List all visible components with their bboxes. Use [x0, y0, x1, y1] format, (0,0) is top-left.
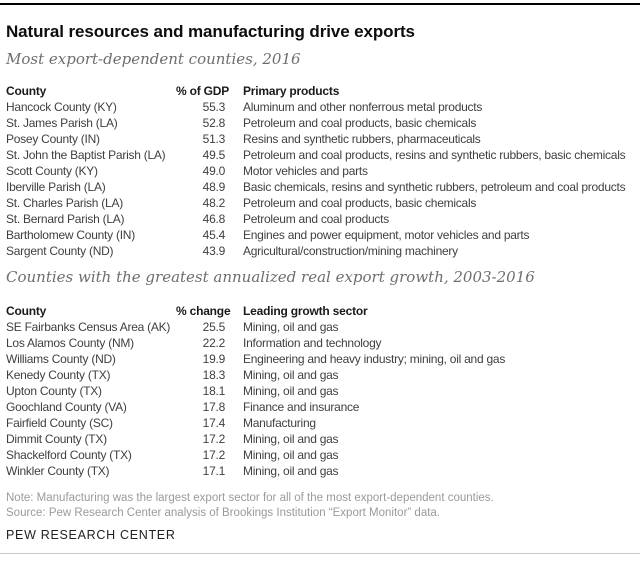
- table-row: [6, 131, 638, 147]
- county-cell: Bartholomew County (IN): [6, 228, 135, 242]
- county-cell: Dimmit County (TX): [6, 432, 107, 446]
- county-cell: Iberville Parish (LA): [6, 180, 106, 194]
- sector-cell: Finance and insurance: [243, 400, 360, 414]
- column-header-primary-products: Primary products: [243, 84, 340, 98]
- table-2-body: [6, 319, 638, 479]
- county-cell: St. Bernard Parish (LA): [6, 212, 125, 226]
- table-row: [6, 195, 638, 211]
- value-cell: 46.8: [202, 212, 225, 226]
- sector-cell: Mining, oil and gas: [243, 464, 339, 478]
- sector-cell: Mining, oil and gas: [243, 384, 339, 398]
- county-cell: Shackelford County (TX): [6, 448, 132, 462]
- county-cell: Fairfield County (SC): [6, 416, 113, 430]
- value-cell: 22.2: [202, 336, 225, 350]
- county-cell: Kenedy County (TX): [6, 368, 111, 382]
- county-cell: Williams County (ND): [6, 352, 116, 366]
- report-figure: [0, 21, 640, 543]
- county-cell: Scott County (KY): [6, 164, 98, 178]
- county-cell: SE Fairbanks Census Area (AK): [6, 320, 171, 334]
- column-header-county: County: [6, 84, 47, 98]
- table-row: [6, 319, 638, 335]
- table-row: [6, 179, 638, 195]
- sector-cell: Mining, oil and gas: [243, 432, 339, 446]
- table-row: [6, 447, 638, 463]
- table-row: [6, 163, 638, 179]
- column-header-county: County: [6, 304, 47, 318]
- sector-cell: Resins and synthetic rubbers, pharmaceuticals: [243, 132, 481, 146]
- table-row: [6, 463, 638, 479]
- value-cell: 17.8: [202, 400, 225, 414]
- table-1-subtitle: Most export-dependent counties, 2016: [6, 50, 301, 68]
- top-divider: [0, 3, 640, 5]
- value-cell: 17.4: [202, 416, 225, 430]
- county-cell: Sargent County (ND): [6, 244, 114, 258]
- value-cell: 17.1: [202, 464, 225, 478]
- value-cell: 48.9: [202, 180, 225, 194]
- bottom-divider: [0, 553, 640, 554]
- county-cell: St. James Parish (LA): [6, 116, 118, 130]
- value-cell: 19.9: [202, 352, 225, 366]
- value-cell: 17.2: [202, 448, 225, 462]
- table-row: [6, 115, 638, 131]
- value-cell: 51.3: [202, 132, 225, 146]
- value-cell: 45.4: [202, 228, 225, 242]
- table-1-body: [6, 99, 638, 259]
- table-2-subtitle: Counties with the greatest annualized real export growth, 2003-2016: [6, 268, 535, 286]
- column-header-growth-sector: Leading growth sector: [243, 304, 368, 318]
- table-row: [6, 227, 638, 243]
- sector-cell: Aluminum and other nonferrous metal products: [243, 100, 483, 114]
- table-2-header-row: [6, 303, 638, 319]
- sector-cell: Motor vehicles and parts: [243, 164, 368, 178]
- sector-cell: Engines and power equipment, motor vehicles and parts: [243, 228, 530, 242]
- value-cell: 17.2: [202, 432, 225, 446]
- table-row: [6, 415, 638, 431]
- pew-research-center-branding: PEW RESEARCH CENTER: [6, 528, 176, 542]
- table-row: [6, 335, 638, 351]
- sector-cell: Petroleum and coal products, basic chemicals: [243, 196, 477, 210]
- sector-cell: Mining, oil and gas: [243, 448, 339, 462]
- value-cell: 49.5: [202, 148, 225, 162]
- county-cell: Winkler County (TX): [6, 464, 110, 478]
- value-cell: 48.2: [202, 196, 225, 210]
- column-header-pct-change: % change: [176, 304, 231, 318]
- table-1-header-row: [6, 83, 638, 99]
- column-header-pct-gdp: % of GDP: [176, 84, 230, 98]
- export-dependent-table: [6, 83, 638, 259]
- source-text: Source: Pew Research Center analysis of Brookings Institution “Export Monitor” data.: [6, 507, 441, 519]
- table-row: [6, 243, 638, 259]
- county-cell: St. Charles Parish (LA): [6, 196, 123, 210]
- table-row: [6, 351, 638, 367]
- table-row: [6, 399, 638, 415]
- value-cell: 52.8: [202, 116, 225, 130]
- sector-cell: Mining, oil and gas: [243, 320, 339, 334]
- table-row: [6, 147, 638, 163]
- export-dependent-section: [6, 52, 638, 259]
- sector-cell: Agricultural/construction/mining machinery: [243, 244, 458, 258]
- note-text: Note: Manufacturing was the largest export sector for all of the most export-dependent counties.: [6, 492, 494, 504]
- table-row: [6, 383, 638, 399]
- table-row: [6, 431, 638, 447]
- table-row: [6, 211, 638, 227]
- sector-cell: Manufacturing: [243, 416, 316, 430]
- value-cell: 49.0: [202, 164, 225, 178]
- value-cell: 43.9: [202, 244, 225, 258]
- value-cell: 55.3: [202, 100, 225, 114]
- sector-cell: Engineering and heavy industry; mining, oil and gas: [243, 352, 506, 366]
- sector-cell: Petroleum and coal products, basic chemicals: [243, 116, 477, 130]
- sector-cell: Petroleum and coal products: [243, 212, 390, 226]
- value-cell: 18.1: [202, 384, 225, 398]
- sector-cell: Petroleum and coal products, resins and synthetic rubbers, basic chemicals: [243, 148, 626, 162]
- county-cell: Hancock County (KY): [6, 100, 117, 114]
- table-row: [6, 367, 638, 383]
- export-growth-table: [6, 303, 638, 479]
- sector-cell: Basic chemicals, resins and synthetic rubbers, petroleum and coal products: [243, 180, 626, 194]
- sector-cell: Mining, oil and gas: [243, 368, 339, 382]
- county-cell: Posey County (IN): [6, 132, 100, 146]
- county-cell: Upton County (TX): [6, 384, 102, 398]
- county-cell: Goochland County (VA): [6, 400, 127, 414]
- footnote-block: [6, 491, 638, 521]
- value-cell: 18.3: [202, 368, 225, 382]
- page-title: Natural resources and manufacturing drive exports: [6, 22, 415, 41]
- sector-cell: Information and technology: [243, 336, 382, 350]
- table-row: [6, 99, 638, 115]
- county-cell: Los Alamos County (NM): [6, 336, 134, 350]
- export-growth-section: [6, 270, 638, 479]
- value-cell: 25.5: [202, 320, 225, 334]
- county-cell: St. John the Baptist Parish (LA): [6, 148, 166, 162]
